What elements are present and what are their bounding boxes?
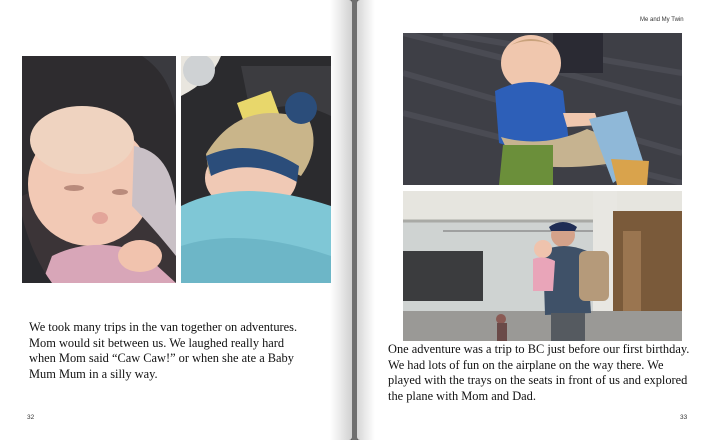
- gutter-shadow: [330, 0, 352, 440]
- photo-toddler-on-carpet: [403, 33, 682, 185]
- left-page-text: We took many trips in the van together on adventures. Mom would sit between us. We laughed really hard when Mom said “Caw Caw!” or when she ate a Baby Mum Mum in a silly way.: [29, 320, 298, 381]
- left-page: [0, 0, 352, 440]
- page-number-left: 32: [27, 414, 35, 421]
- running-head: Me and My Twin: [640, 17, 684, 23]
- page-number-right: 33: [680, 414, 688, 421]
- right-page: [357, 0, 714, 440]
- right-page-text: One adventure was a trip to BC just before our first birthday. We had lots of fun on the airplane on the way there. We played with the trays on the seats in front of us and explored the plane with Mom and Dad.: [388, 342, 690, 403]
- gutter-shadow: [357, 0, 375, 440]
- photo-sleeping-baby-toque: [181, 56, 331, 283]
- photo-sleeping-baby-pink: [22, 56, 176, 283]
- photo-airport-dad-and-baby: [403, 191, 682, 341]
